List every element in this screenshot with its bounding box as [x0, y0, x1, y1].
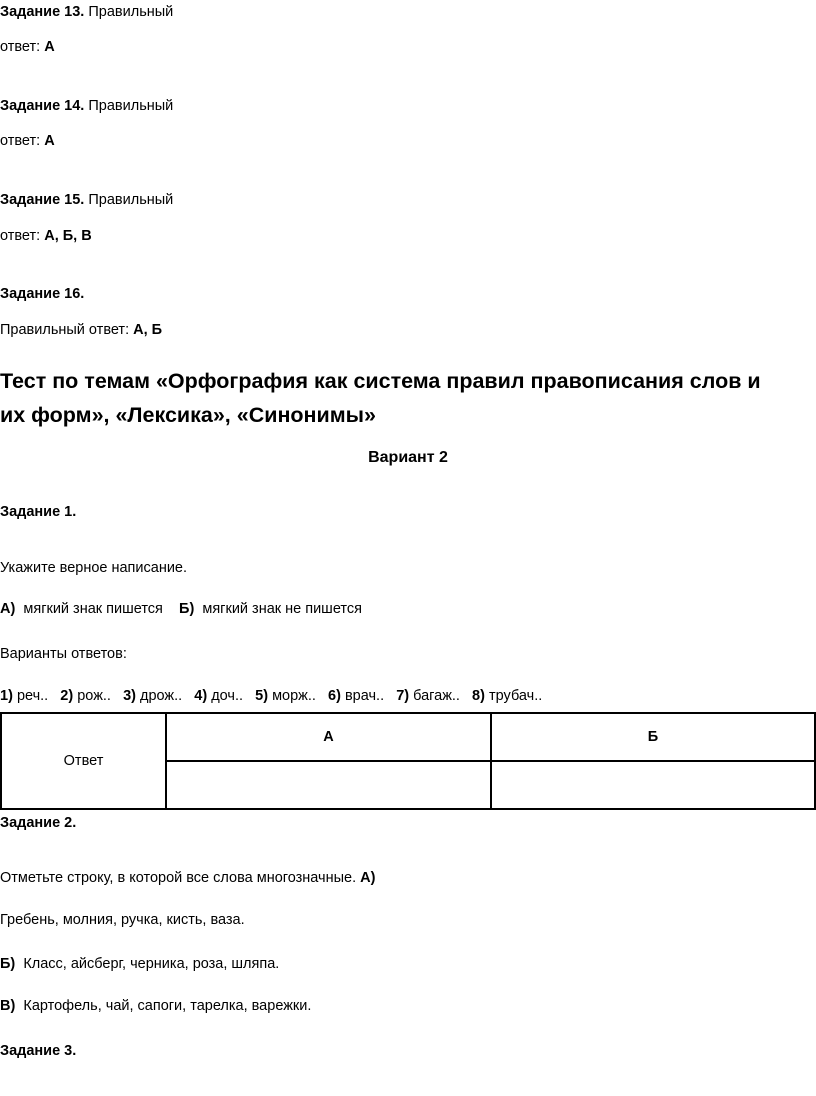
answer-13-pre: Правильный — [88, 4, 174, 20]
answer-14-value: А — [44, 133, 55, 149]
word-8: трубач.. — [488, 688, 543, 704]
task-2-option-c-text: Картофель, чай, сапоги, тарелка, варежки. — [23, 998, 312, 1014]
test-title — [0, 364, 816, 432]
task-2-instruction: Отметьте строку, в которой все слова многозначные. — [0, 870, 357, 886]
answer-col-a: А — [166, 713, 491, 761]
word-5: морж.. — [272, 688, 316, 704]
answer-16-label: Правильный ответ: — [0, 322, 130, 338]
word-3-num: 3) — [123, 688, 136, 704]
test-title-line2: их форм», «Лексика», «Синонимы» — [0, 403, 376, 427]
answer-16-value: А, Б — [133, 322, 163, 338]
task-1-options — [0, 601, 362, 617]
variant-heading: Вариант 2 — [368, 449, 448, 466]
word-7-num: 7) — [396, 688, 410, 704]
answer-col-b: Б — [491, 713, 815, 761]
task-1-option-a-text: мягкий знак пишется — [23, 601, 163, 617]
answer-13-label: ответ: — [0, 39, 41, 55]
answer-row-label: Ответ — [1, 713, 166, 809]
test-title-line1: Тест по темам «Орфография как система правил правописания слов и — [0, 369, 761, 393]
task-1-heading: Задание 1. — [0, 504, 77, 520]
task-2-option-a-text: Гребень, молния, ручка, кисть, ваза. — [0, 912, 245, 928]
word-3: дрож.. — [140, 688, 183, 704]
word-1: реч.. — [16, 688, 49, 704]
answer-13-line2 — [0, 39, 55, 55]
task-1-option-b-key: Б) — [179, 601, 195, 617]
task-14-heading: Задание 14. — [0, 98, 85, 114]
task-2-option-b — [0, 956, 279, 972]
answer-15-label: ответ: — [0, 228, 41, 244]
task-15-heading: Задание 15. — [0, 192, 85, 208]
task-1-option-a-key: А) — [0, 601, 16, 617]
word-4-num: 4) — [194, 688, 208, 704]
task-1-answer-table — [0, 712, 816, 810]
answer-16-line1 — [0, 286, 84, 302]
word-6-num: 6) — [328, 688, 341, 704]
task-1-option-b-text: мягкий знак не пишется — [202, 601, 362, 617]
word-5-num: 5) — [255, 688, 269, 704]
task-1-variants-label: Варианты ответов: — [0, 646, 127, 662]
word-6: врач.. — [344, 688, 385, 704]
answer-15-line2 — [0, 228, 92, 244]
task-2-option-b-key: Б) — [0, 956, 16, 972]
answer-14-line2 — [0, 133, 55, 149]
task-2-instruction-line — [0, 870, 375, 886]
word-2: рож.. — [77, 688, 111, 704]
word-2-num: 2) — [60, 688, 74, 704]
task-2-option-a-key: А) — [360, 870, 376, 886]
answer-15-value: А, Б, В — [44, 228, 92, 244]
task-1-instruction: Укажите верное написание. — [0, 560, 188, 576]
answer-cell-b[interactable] — [491, 761, 815, 809]
task-13-heading: Задание 13. — [0, 4, 85, 20]
answer-cell-a[interactable] — [166, 761, 491, 809]
task-2-option-c — [0, 998, 311, 1014]
answer-13-value: А — [44, 39, 55, 55]
answer-14-label: ответ: — [0, 133, 41, 149]
word-7: багаж.. — [413, 688, 460, 704]
task-2-option-b-text: Класс, айсберг, черника, роза, шляпа. — [23, 956, 280, 972]
word-8-num: 8) — [472, 688, 485, 704]
task-3-heading: Задание 3. — [0, 1043, 77, 1059]
answer-14-pre: Правильный — [88, 98, 174, 114]
answer-15-line1 — [0, 192, 173, 208]
answer-14-line1 — [0, 98, 173, 114]
task-16-heading: Задание 16. — [0, 286, 85, 302]
task-1-word-list — [0, 688, 542, 704]
answer-13-line1 — [0, 4, 173, 20]
word-4: доч.. — [211, 688, 244, 704]
answer-15-pre: Правильный — [88, 192, 174, 208]
task-2-heading: Задание 2. — [0, 815, 77, 831]
task-2-option-c-key: В) — [0, 998, 16, 1014]
word-1-num: 1) — [0, 688, 13, 704]
answer-16-line2 — [0, 322, 162, 338]
